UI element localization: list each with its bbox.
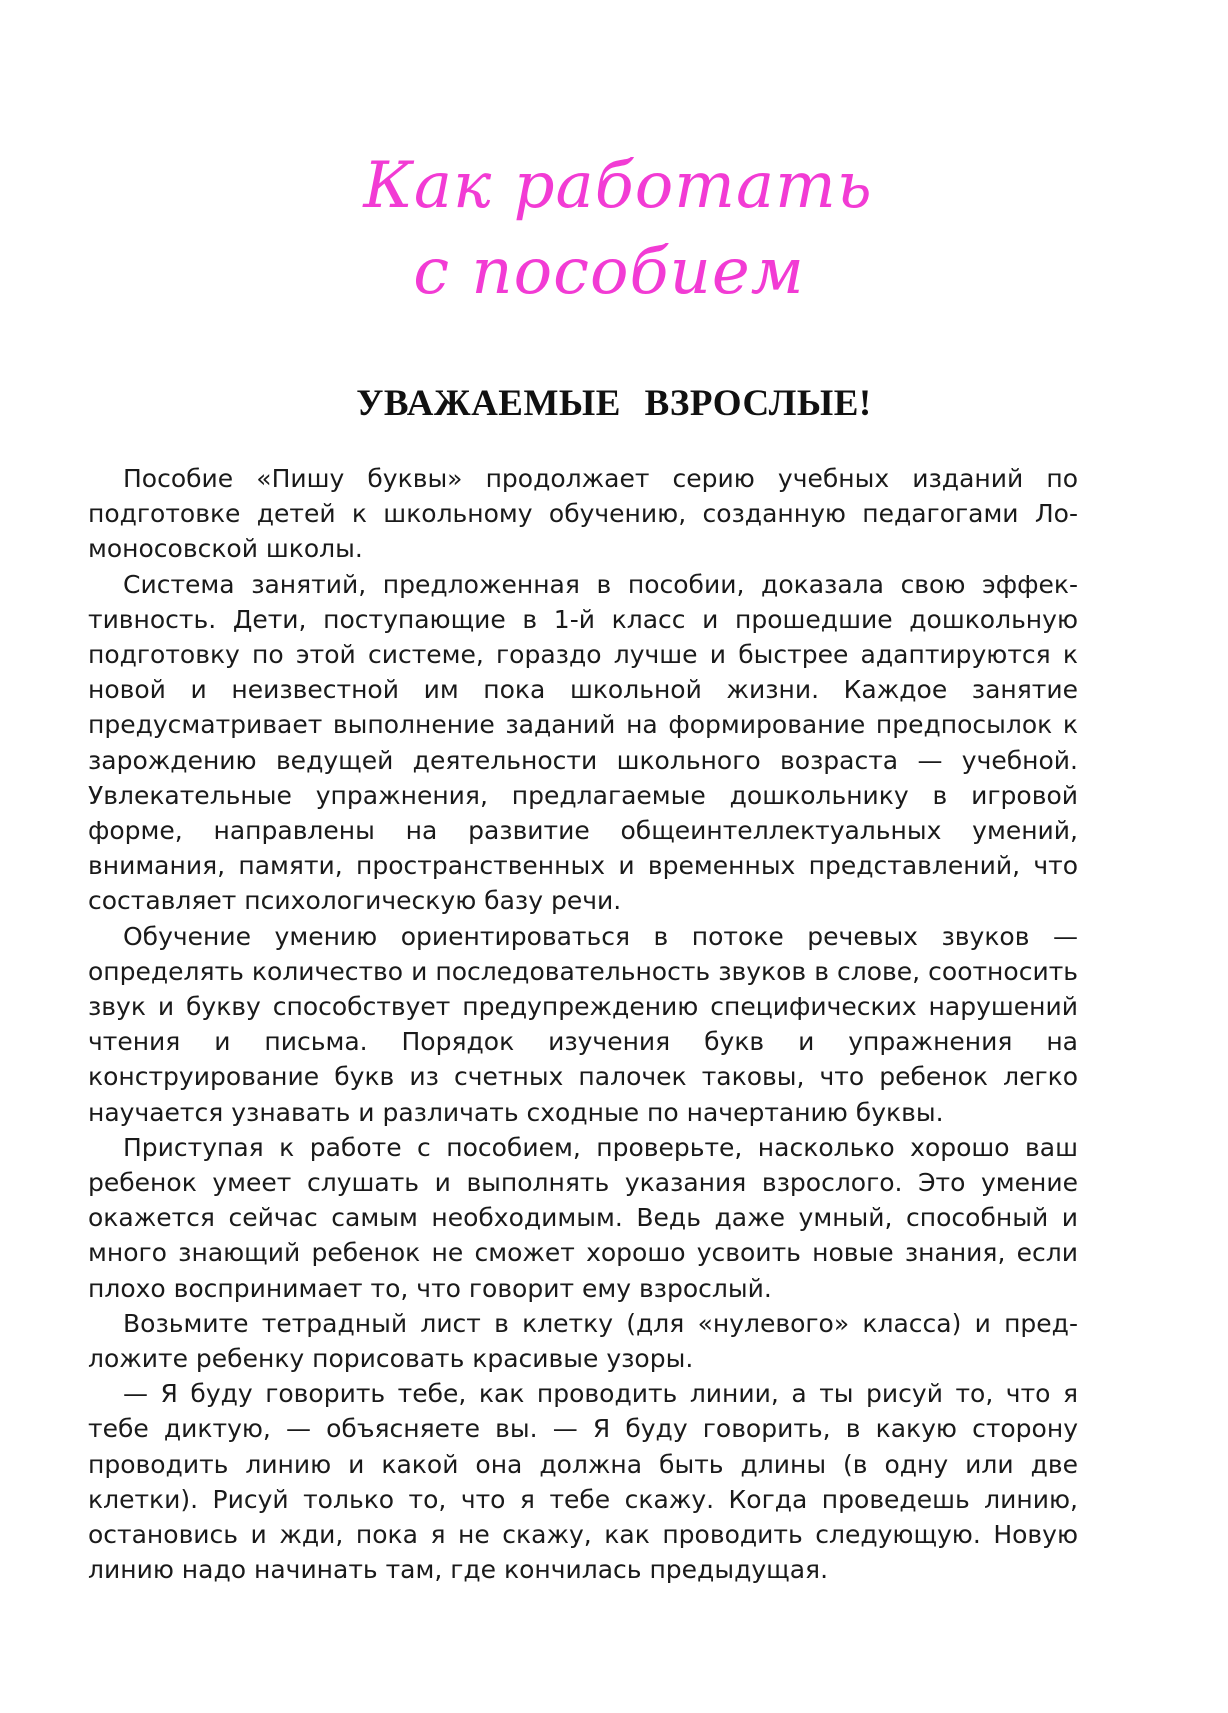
body-text <box>88 461 1078 1588</box>
paragraph-1: Пособие «Пишу буквы» продолжает серию учебных изданий по подготовке детей к школьному обучению, созданную педагогами Ломоносовской школы. <box>88 464 1078 564</box>
paragraph-4: Приступая к работе с пособием, проверьте, насколько хорошо ваш ребенок умеет слушать и выполнять указания взрослого. Это умение окажется сейчас самым необходимым. Ведь даже умный, способный и много знающий ребенок не сможет хорошо усвоить новые знания, если плохо воспринимает то, что говорит ему взрослый. <box>88 1132 1078 1303</box>
page-title <box>0 143 1228 315</box>
paragraph-5: Возьмите тетрадный лист в клетку (для «нулевого» класса) и предложите ребенку порисовать красивые узоры. <box>88 1308 1078 1374</box>
paragraph-6: — Я буду говорить тебе, как проводить линии, а ты рисуй то, что я тебе диктую, — объясняете вы. — Я буду говорить, в какую сторону проводить линию и какой она должна быть длины (в одну или две клетки). Рисуй только то, что я тебе скажу. Когда проведешь линию, остановись и жди, пока я не скажу, как проводить следующую. Новую линию надо начинать там, где кончилась предыдущая. <box>88 1379 1078 1585</box>
paragraph-2: Система занятий, предложенная в пособии, доказала свою эффективность. Дети, поступающие в 1-й класс и прошедшие дошкольную подготовку по этой системе, гораздо лучше и быстрее адаптируются к новой и неизвестной им пока школьной жизни. Каждое занятие предусматривает выполнение заданий на формирование предпосылок к зарождению ведущей деятельности школьного возраста — учебной. Увлекательные упражнения, предлагаемые дошкольнику в игровой форме, направлены на развитие общеинтеллектуальных умений, внимания, памяти, пространственных и временных представлений, что составляет психологическую базу речи. <box>88 569 1078 916</box>
title-line-2: с пособием <box>413 235 805 309</box>
address-heading: УВАЖАЕМЫЕ ВЗРОСЛЫЕ! <box>356 383 872 424</box>
title-line-1: Как работать <box>363 149 873 223</box>
paragraph-3: Обучение умению ориентироваться в потоке речевых звуков — определять количество и последовательность звуков в слове, соотносить звук и букву способствует предупреждению специфических нарушений чтения и письма. Порядок изучения букв и упражнения на конструирование букв из счетных палочек таковы, что ребенок легко научается узнавать и различать сходные по начертанию буквы. <box>88 921 1078 1127</box>
